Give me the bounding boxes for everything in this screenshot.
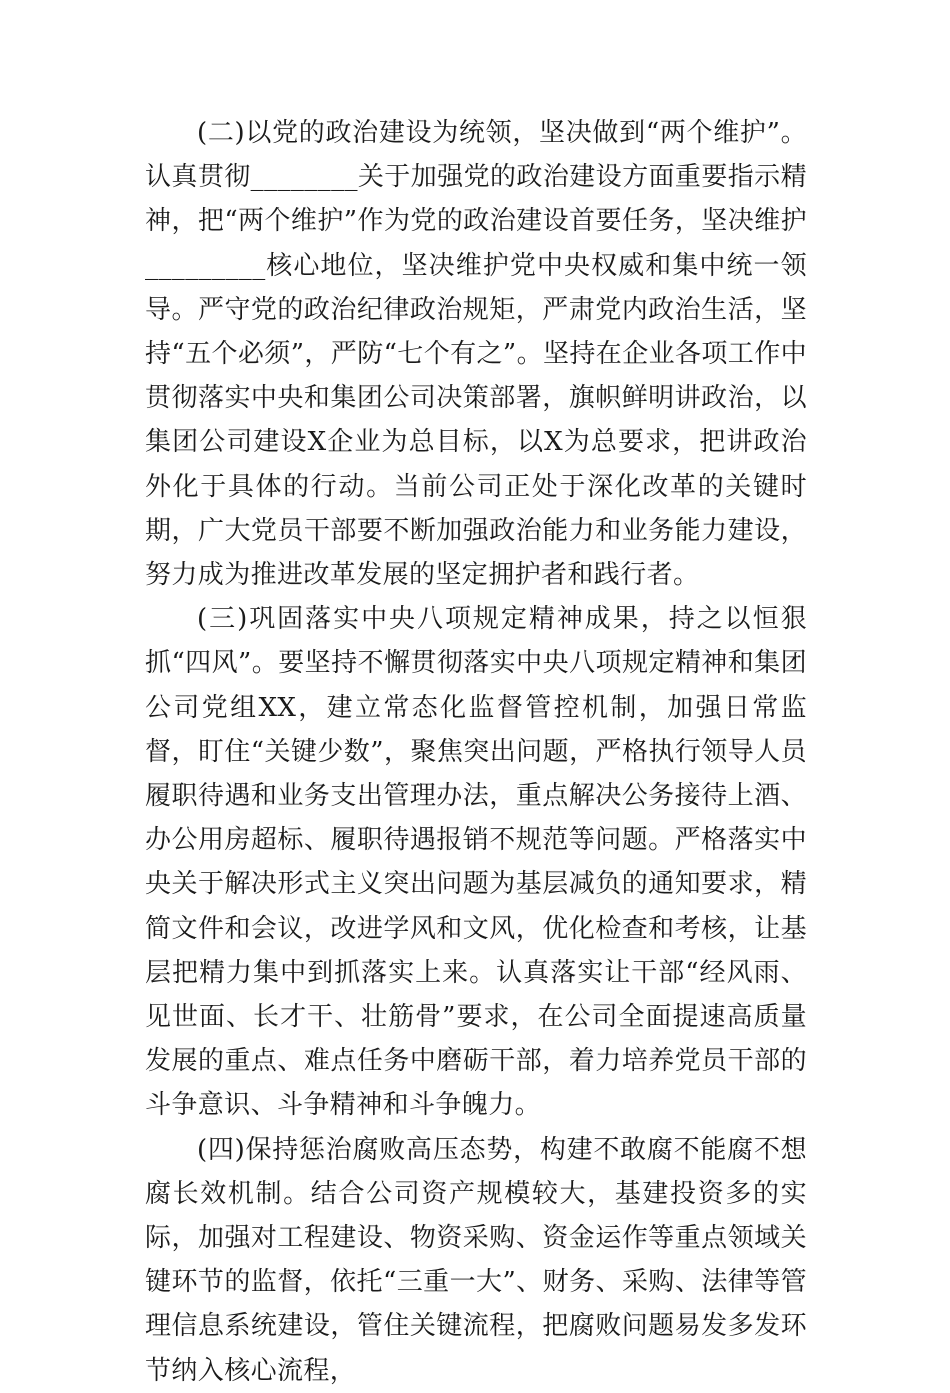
document-body [145,111,807,1393]
paragraph-political-construction: (二)以党的政治建设为统领，坚决做到“两个维护”。认真贯彻________关于加强党的政治建设方面重要指示精神，把“两个维护”作为党的政治建设首要任务，坚决维护_________核心地位，坚决维护党中央权威和集中统一领导。严守党的政治纪律政治规矩，严肃党内政治生活，坚持“五个必须”，严防“七个有之”。坚持在企业各项工作中贯彻落实中央和集团公司决策部署，旗帜鲜明讲政治，以集团公司建设X企业为总目标，以X为总要求，把讲政治外化于具体的行动。当前公司正处于深化改革的关键时期，广大党员干部要不断加强政治能力和业务能力建设，努力成为推进改革发展的坚定拥护者和践行者。 [145,118,807,591]
paragraph-anti-corruption: (四)保持惩治腐败高压态势，构建不敢腐不能腐不想腐长效机制。结合公司资产规模较大，基建投资多的实际，加强对工程建设、物资采购、资金运作等重点领域关键环节的监督，依托“三重一大”、财务、采购、法律等管理信息系统建设，管住关键流程，把腐败问题易发多发环节纳入核心流程， [145,1134,807,1386]
paragraph-eight-regulations: (三)巩固落实中央八项规定精神成果，持之以恒狠抓“四风”。要坚持不懈贯彻落实中央八项规定精神和集团公司党组XX，建立常态化监督管控机制，加强日常监督，盯住“关键少数”，聚焦突出问题，严格执行领导人员履职待遇和业务支出管理办法，重点解决公务接待上酒、办公用房超标、履职待遇报销不规范等问题。严格落实中央关于解决形式主义突出问题为基层减负的通知要求，精简文件和会议，改进学风和文风，优化检查和考核，让基层把精力集中到抓落实上来。认真落实让干部“经风雨、见世面、长才干、壮筋骨”要求，在公司全面提速高质量发展的重点、难点任务中磨砺干部，着力培养党员干部的斗争意识、斗争精神和斗争魄力。 [145,604,807,1121]
